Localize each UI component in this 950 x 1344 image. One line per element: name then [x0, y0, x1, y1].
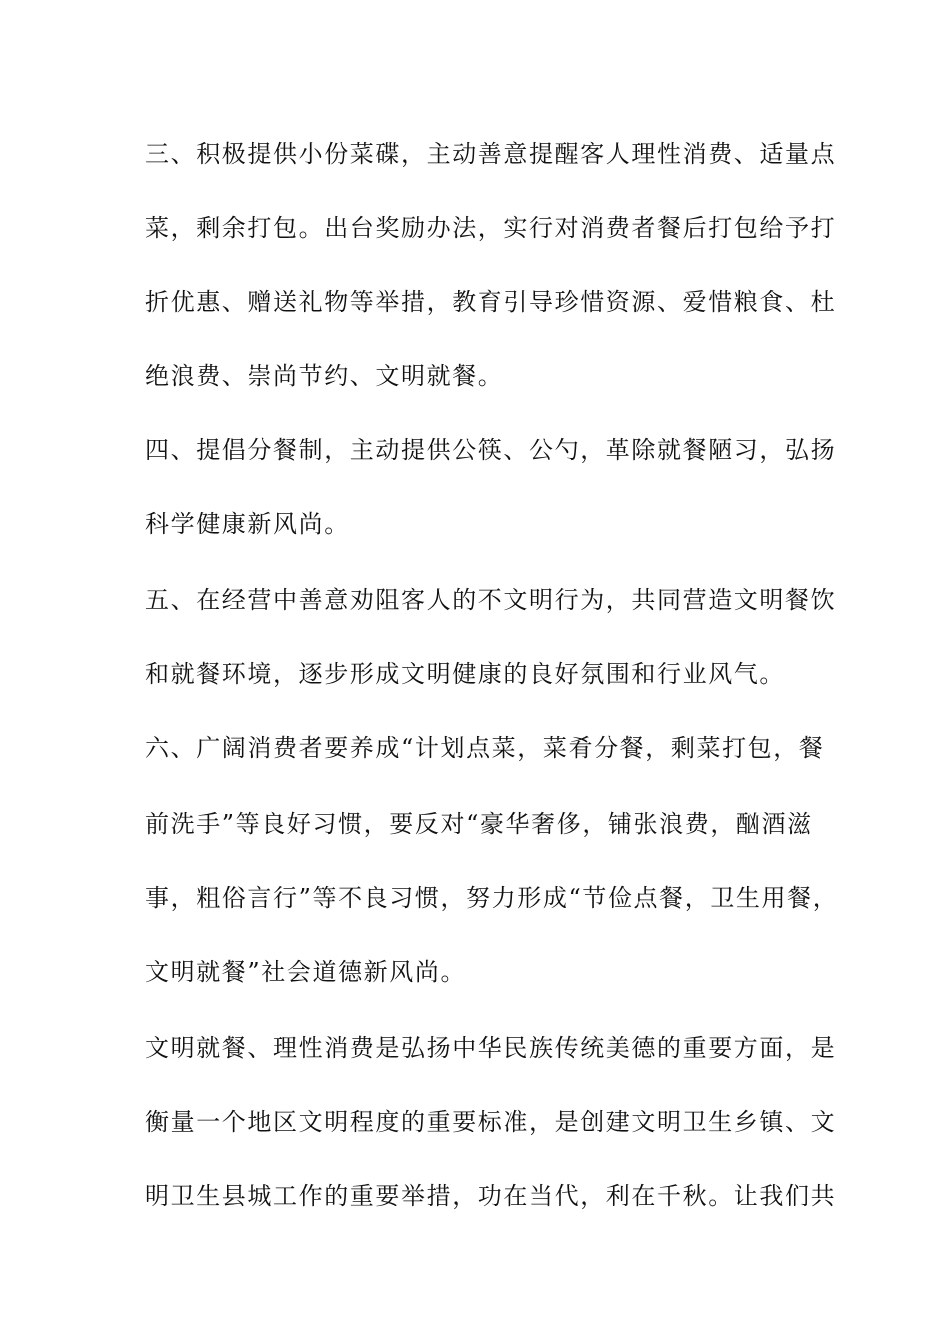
text-line: 菜，剩余打包。出台奖励办法，实行对消费者餐后打包给予打 — [145, 214, 837, 242]
text-line: 五、在经营中善意劝阻客人的不文明行为，共同营造文明餐饮 — [145, 586, 837, 614]
text-line: 折优惠、赠送礼物等举措，教育引导珍惜资源、爱惜粮食、杜 — [145, 288, 837, 316]
text-line: 事，粗俗言行”等不良习惯，努力形成“节俭点餐，卫生用餐， — [145, 884, 839, 912]
text-line: 和就餐环境，逐步形成文明健康的良好氛围和行业风气。 — [145, 660, 785, 688]
text-line: 文明就餐、理性消费是弘扬中华民族传统美德的重要方面，是 — [145, 1034, 837, 1062]
text-line: 四、提倡分餐制，主动提供公筷、公勺，革除就餐陋习，弘扬 — [145, 436, 837, 464]
text-line: 绝浪费、崇尚节约、文明就餐。 — [145, 362, 504, 390]
text-line: 明卫生县城工作的重要举措，功在当代，利在千秋。让我们共 — [145, 1182, 837, 1210]
text-line: 衡量一个地区文明程度的重要标准，是创建文明卫生乡镇、文 — [145, 1108, 837, 1136]
text-line: 前洗手”等良好习惯，要反对“豪华奢侈，铺张浪费，酗酒滋 — [145, 810, 813, 838]
text-line: 文明就餐”社会道德新风尚。 — [145, 958, 467, 986]
text-line: 六、广阔消费者要养成“计划点菜，菜肴分餐，剩菜打包，餐 — [145, 734, 825, 762]
text-line: 三、积极提供小份菜碟，主动善意提醒客人理性消费、适量点 — [145, 140, 837, 168]
text-line: 科学健康新风尚。 — [145, 510, 350, 538]
